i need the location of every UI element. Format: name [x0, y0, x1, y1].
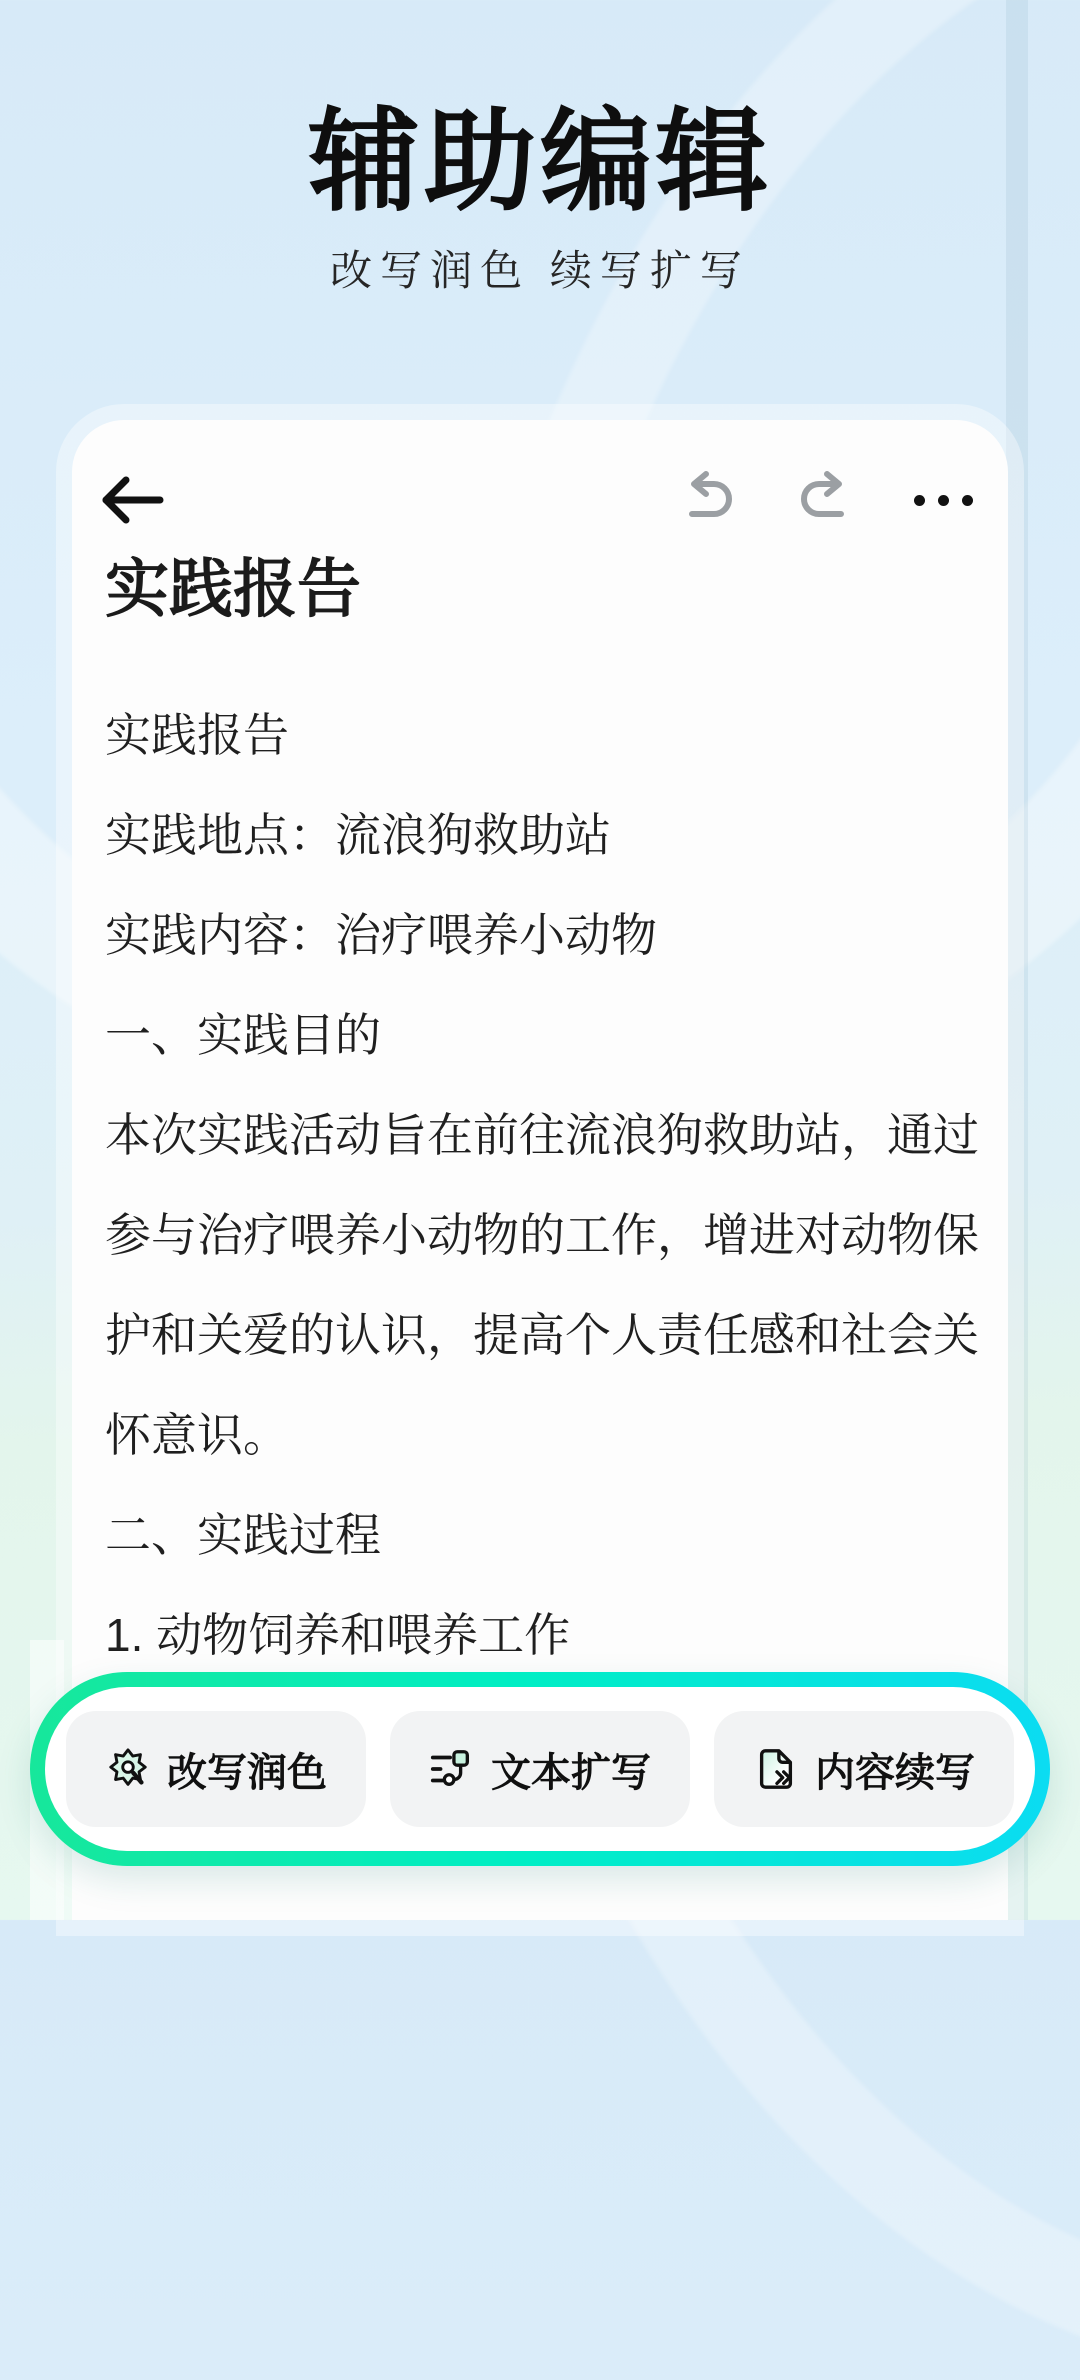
rewrite-polish-button[interactable] — [66, 1711, 366, 1827]
content-continue-button[interactable] — [714, 1711, 1014, 1827]
document-line: 本次实践活动旨在前往流浪狗救助站，通过 — [105, 1109, 979, 1161]
text-expand-button[interactable] — [390, 1711, 690, 1827]
document-title: 实践报告 — [105, 553, 361, 625]
back-arrow-icon — [98, 468, 168, 532]
more-menu-button[interactable] — [910, 470, 976, 530]
undo-button[interactable] — [676, 470, 740, 530]
more-icon — [938, 495, 949, 506]
undo-icon — [676, 470, 740, 530]
more-icon — [914, 495, 925, 506]
document-line: 实践报告 — [105, 709, 289, 761]
document-line: 二、实践过程 — [105, 1509, 381, 1561]
page-title: 辅助编辑 — [308, 99, 772, 224]
button-label: 文本扩写 — [491, 1750, 651, 1795]
document-line: 护和关爱的认识，提高个人责任感和社会关 — [105, 1309, 979, 1361]
button-label: 内容续写 — [815, 1750, 975, 1795]
button-label: 改写润色 — [167, 1750, 327, 1795]
ai-action-bar — [30, 1672, 1050, 1866]
document-body[interactable] — [105, 682, 987, 1682]
back-button[interactable] — [98, 468, 168, 532]
document-line: 参与治疗喂养小动物的工作，增进对动物保 — [105, 1209, 979, 1261]
magic-polish-icon — [105, 1746, 151, 1792]
document-line: 1. 动物饲养和喂养工作 — [105, 1609, 571, 1661]
content-continue-icon — [753, 1746, 799, 1792]
document-line: 一、实践目的 — [105, 1009, 381, 1061]
redo-icon — [793, 470, 857, 530]
document-line: 怀意识。 — [105, 1409, 289, 1461]
document-line: 实践内容：治疗喂养小动物 — [105, 909, 657, 961]
document-line: 实践地点：流浪狗救助站 — [105, 809, 611, 861]
more-icon — [962, 495, 973, 506]
text-expand-icon — [429, 1746, 475, 1792]
page-subtitle: 改写润色 续写扩写 — [330, 247, 750, 294]
redo-button[interactable] — [793, 470, 857, 530]
